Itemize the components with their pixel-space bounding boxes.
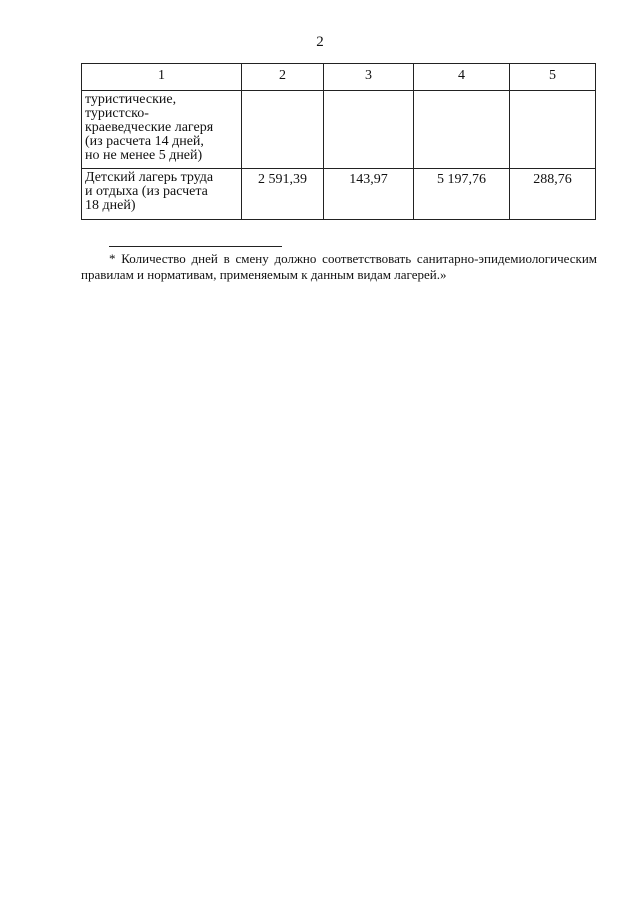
row-label-tourist-camps (82, 91, 242, 169)
table-row (82, 91, 596, 169)
table-cell: 2 591,39 (242, 169, 324, 220)
label-line: Детский лагерь труда (85, 170, 214, 185)
table-header-row (82, 64, 596, 91)
table-cell: 5 197,76 (414, 169, 510, 220)
table-cell: 143,97 (324, 169, 414, 220)
column-header-3: 3 (324, 64, 414, 91)
table-cell: 288,76 (510, 169, 596, 220)
footnote-separator (109, 246, 282, 247)
footnote-line: * Количество дней в смену должно соответствовать санитарно-эпидемиологическим (109, 251, 597, 266)
table-row (82, 169, 596, 220)
label-line: туристические, (85, 92, 177, 107)
column-header-5: 5 (510, 64, 596, 91)
footnote (81, 251, 597, 283)
page-number: 2 (316, 34, 324, 50)
column-header-1: 1 (82, 64, 242, 91)
table-cell (510, 91, 596, 169)
table-cell (324, 91, 414, 169)
footnote-line: правилам и нормативам, применяемым к данным видам лагерей.» (81, 267, 447, 282)
rates-table (81, 63, 596, 220)
table-cell (414, 91, 510, 169)
column-header-2: 2 (242, 64, 324, 91)
row-label-labor-camp (82, 169, 242, 220)
label-line: 18 дней) (85, 198, 136, 213)
label-line: но не менее 5 дней) (85, 148, 203, 163)
label-line: краеведческие лагеря (85, 120, 214, 135)
label-line: туристско- (85, 106, 149, 121)
label-line: и отдыха (из расчета (85, 184, 208, 199)
column-header-4: 4 (414, 64, 510, 91)
table-cell (242, 91, 324, 169)
label-line: (из расчета 14 дней, (85, 134, 204, 149)
